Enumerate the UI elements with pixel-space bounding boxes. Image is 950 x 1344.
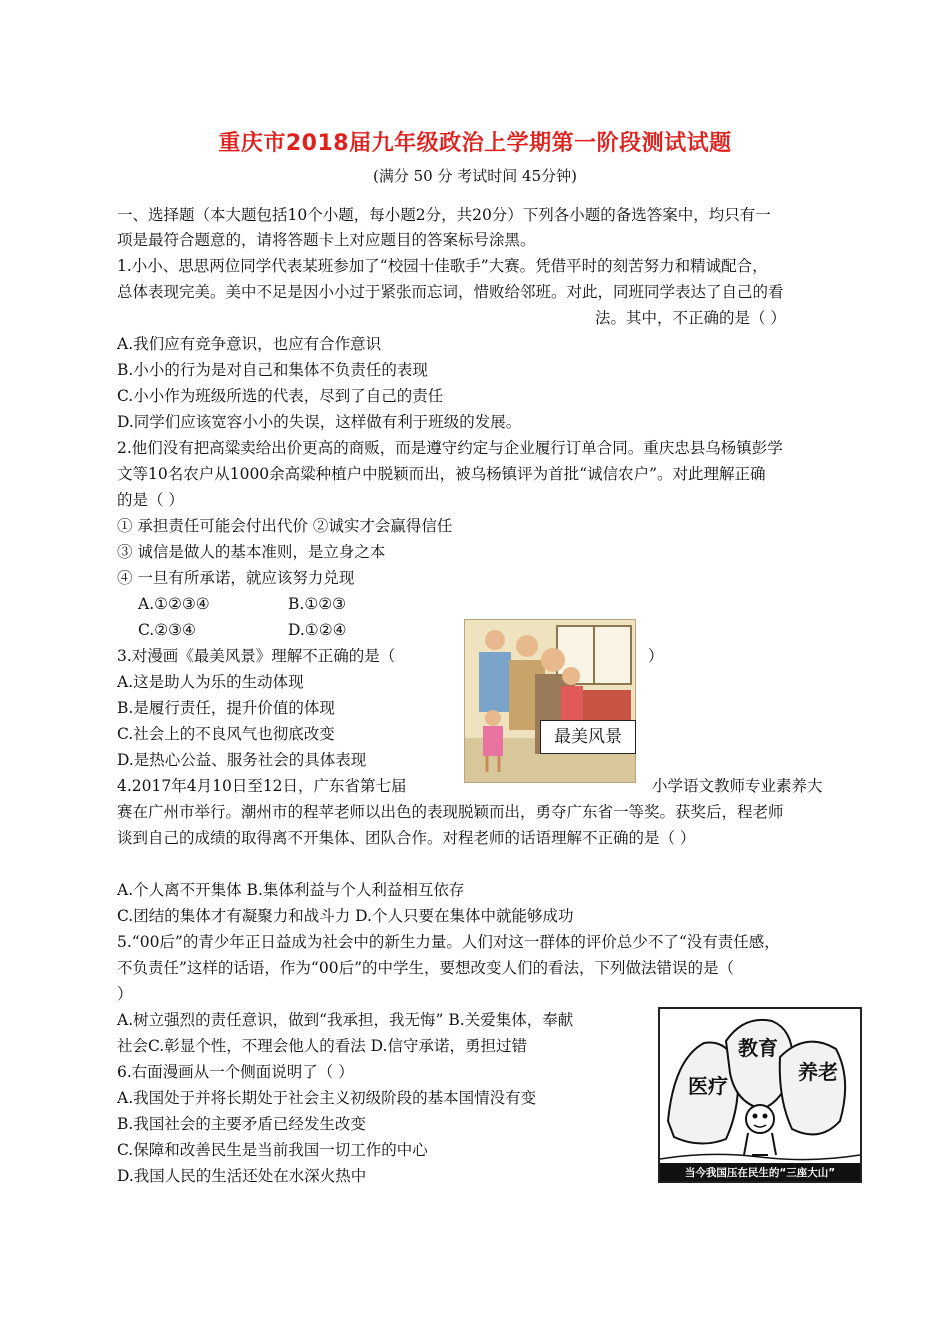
q6-option-d: D.我国人民的生活还处在水深火热中	[117, 1167, 367, 1185]
q5-options-line1: A.树立强烈的责任意识，做到“我承担，我无悔” B.关爱集体，奉献	[117, 1011, 574, 1029]
q3-option-c: C.社会上的不良风气也彻底改变	[117, 725, 335, 743]
q1-option-a: A.我们应有竞争意识，也应有合作意识	[117, 335, 382, 353]
q3-option-b: B.是履行责任，提升价值的体现	[117, 699, 335, 717]
q5-stem-line2: 不负责任”这样的话语，作为“00后”的中学生，要想改变人们的看法，下列做法错误的是（	[117, 959, 734, 977]
q1-option-c: C.小小作为班级所选的代表，尽到了自己的责任	[117, 387, 444, 405]
q2-stem-line3: 的是（ ）	[117, 491, 184, 509]
bus-scene-illustration	[465, 620, 635, 782]
label-elderly-care: 养老	[798, 1060, 838, 1084]
q4-stem-line1a: 4.2017年4月10日至12日，广东省第七届	[117, 777, 407, 795]
q6-stem: 6.右面漫画从一个侧面说明了（ ）	[117, 1063, 354, 1081]
q2-option-c: C.②③④	[138, 621, 196, 639]
q2-stem-line1: 2.他们没有把高粱卖给出价更高的商贩，而是遵守约定与企业履行订单合同。重庆忠县乌杨镇彭学	[117, 439, 783, 457]
q4-options-cd: C.团结的集体才有凝聚力和战斗力 D.个人只要在集体中就能够成功	[117, 907, 574, 925]
q6-option-c: C.保障和改善民生是当前我国一切工作的中心	[117, 1141, 428, 1159]
section-instructions-line2: 项是最符合题意的，请将答题卡上对应题目的答案标号涂黑。	[117, 231, 536, 249]
q1-option-d: D.同学们应该宽容小小的失误，这样做有利于班级的发展。	[117, 413, 522, 431]
q4-stem-line1b: 小学语文教师专业素养大	[652, 777, 823, 795]
q1-stem-line1: 1.小小、思思两位同学代表某班参加了“校园十佳歌手”大赛。凭借平时的刻苦努力和精诚配合，	[117, 257, 768, 275]
q2-statement-1-2: ① 承担责任可能会付出代价 ②诚实才会赢得信任	[117, 517, 453, 535]
q4-stem-line2: 赛在广州市举行。潮州市的程苹老师以出色的表现脱颖而出，勇夺广东省一等奖。获奖后，程老师	[117, 803, 784, 821]
section-instructions-line1: 一、选择题（本大题包括10个小题，每小题2分，共20分）下列各小题的备选答案中，均只有一	[117, 206, 771, 224]
q6-option-a: A.我国处于并将长期处于社会主义初级阶段的基本国情没有变	[117, 1089, 537, 1107]
q1-stem-line3: 法。其中，不正确的是（ ）	[595, 309, 786, 327]
q3-stem: 3.对漫画《最美风景》理解不正确的是（	[117, 647, 396, 665]
q2-stem-line2: 文等10名农户从1000余高粱种植户中脱颖而出，被乌杨镇评为首批“诚信农户”。对此理解正确	[117, 465, 766, 483]
q2-option-d: D.①②④	[288, 621, 347, 639]
q4-options-ab: A.个人离不开集体 B.集体利益与个人利益相互依存	[117, 881, 465, 899]
q2-statement-3: ③ 诚信是做人的基本准则，是立身之本	[117, 543, 386, 561]
label-education: 教育	[738, 1036, 778, 1060]
exam-info: (满分 50 分 考试时间 45分钟)	[373, 167, 577, 185]
q3-stem-close: ）	[648, 647, 664, 665]
q6-option-b: B.我国社会的主要矛盾已经发生改变	[117, 1115, 366, 1133]
q3-option-a: A.这是助人为乐的生动体现	[117, 673, 304, 691]
cartoon-caption: 当今我国压在民生的“三座大山”	[684, 1167, 836, 1179]
q2-option-b: B.①②③	[288, 595, 347, 613]
page-title: 重庆市2018届九年级政治上学期第一阶段测试试题	[218, 131, 732, 156]
q2-statement-4: ④ 一旦有所承诺，就应该努力兑现	[117, 569, 355, 587]
three-mountains-illustration	[660, 1009, 860, 1181]
q5-options-line2: 社会C.彰显个性，不理会他人的看法 D.信守承诺，勇担过错	[117, 1037, 527, 1055]
q1-option-b: B.小小的行为是对自己和集体不负责任的表现	[117, 361, 428, 379]
q5-stem-line3: ）	[117, 985, 133, 1003]
cartoon-caption-box: 最美风景	[540, 720, 636, 754]
q2-option-a: A.①②③④	[138, 595, 210, 613]
q1-stem-line2: 总体表现完美。美中不足是因小小过于紧张而忘词，惜败给邻班。对此，同班同学表达了自己的看	[117, 283, 784, 301]
q5-stem-line1: 5.“00后”的青少年正日益成为社会中的新生力量。人们对这一群体的评价总少不了“没有责任感，	[117, 933, 780, 951]
q4-stem-line3: 谈到自己的成绩的取得离不开集体、团队合作。对程老师的话语理解不正确的是（ ）	[117, 829, 696, 847]
q3-option-d: D.是热心公益、服务社会的具体表现	[117, 751, 367, 769]
label-medical: 医疗	[688, 1074, 728, 1098]
cartoon-most-beautiful-scenery	[464, 619, 636, 783]
cartoon-three-mountains	[658, 1007, 862, 1183]
